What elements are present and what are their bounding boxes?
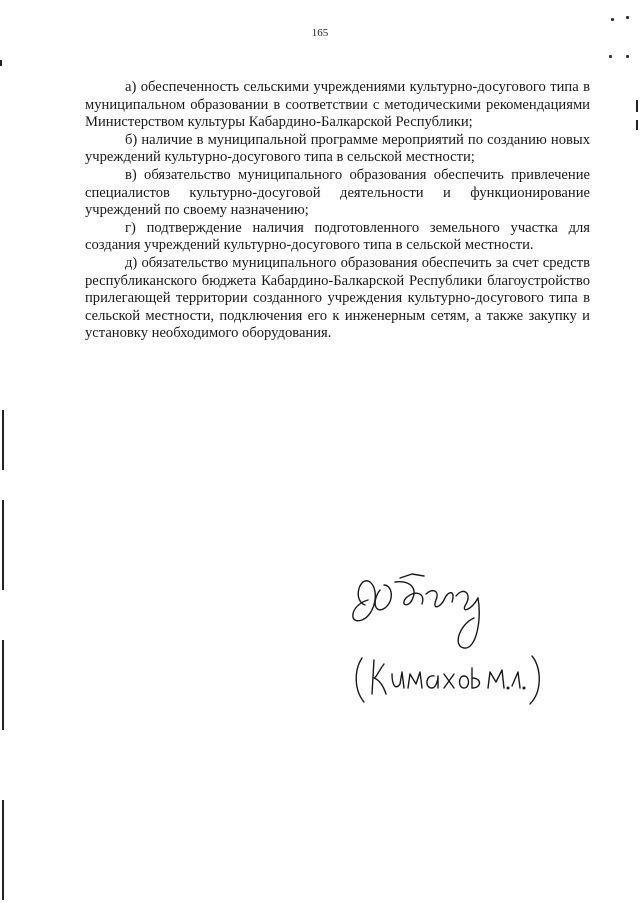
scan-artifact	[626, 16, 629, 19]
scan-artifact	[2, 640, 4, 730]
scan-artifact	[609, 55, 612, 58]
paragraph-a: а) обеспеченность сельскими учреждениями культурно-досугового типа в муниципальном образовании в соответствии с методическими рекомендациями Министерством культуры Кабардино-Балкарской Республики;	[85, 79, 590, 131]
page-number: 165	[311, 27, 329, 39]
scan-artifact	[636, 120, 638, 130]
paragraph-b: б) наличие в муниципальной программе мероприятий по созданию новых учреждений культурно-досугового типа в сельской местности;	[85, 131, 590, 166]
scan-artifact	[0, 60, 2, 66]
scan-artifact	[2, 410, 4, 470]
document-body	[85, 79, 590, 343]
paragraph-d: д) обязательство муниципального образования обеспечить за счет средств республиканского бюджета Кабардино-Балкарской Республики благоустройство прилегающей территории созданного учреждения культурно-досугового типа в сельской местности, подключения его к инженерным сетям, а также закупку и установку необходимого оборудования.	[85, 254, 590, 342]
scan-artifact	[636, 100, 638, 112]
scan-artifact	[626, 55, 629, 58]
scan-artifact	[2, 500, 4, 590]
paragraph-g: г) подтверждение наличия подготовленного земельного участка для создания учреждений культурно-досугового типа в сельской местности.	[85, 219, 590, 254]
scan-artifact	[2, 800, 4, 900]
scan-artifact	[611, 18, 614, 21]
paragraph-v: в) обязательство муниципального образования обеспечить привлечение специалистов культурно-досуговой деятельности и функционирование учреждений по своему назначению;	[85, 166, 590, 219]
handwritten-signature	[340, 560, 560, 720]
